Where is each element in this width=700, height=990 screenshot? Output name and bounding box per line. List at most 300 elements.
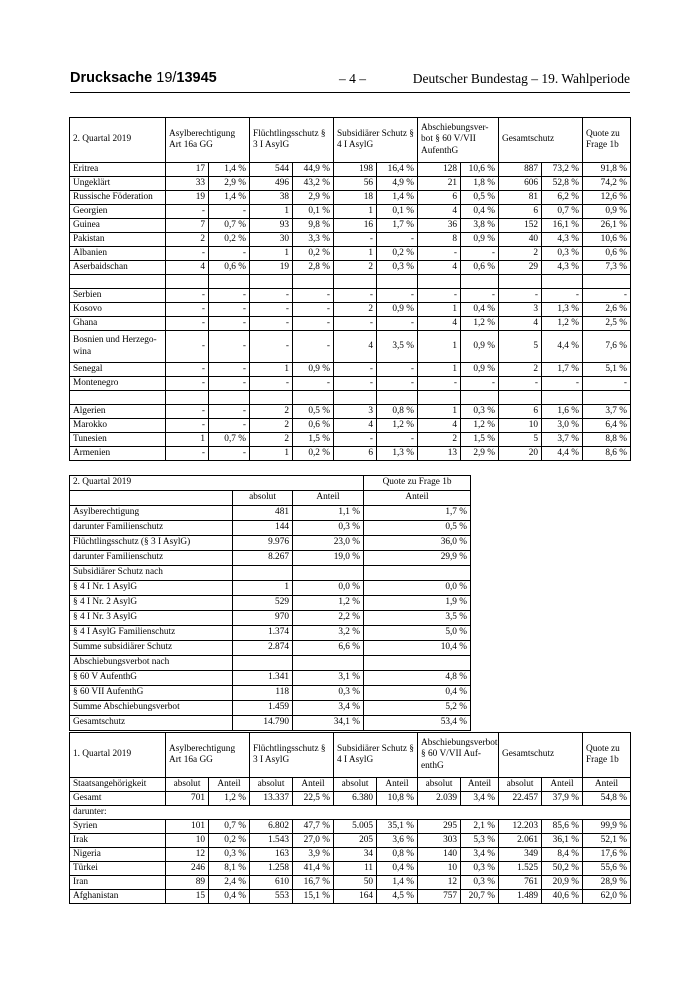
table-header-row [70, 733, 631, 778]
table-cell: - [293, 303, 334, 317]
table-row [70, 219, 631, 233]
header-cell: 2. Quartal 2019 [70, 476, 364, 491]
table-cell: 544 [250, 163, 293, 177]
table-cell: Irak [70, 834, 166, 848]
table-cell: - [377, 363, 418, 377]
table-cell: absolut [250, 778, 293, 792]
table-cell: - [209, 447, 250, 461]
table-cell: 50 [334, 876, 377, 890]
table-cell: 1 [233, 581, 293, 596]
table-cell: 163 [250, 848, 293, 862]
table-cell: Serbien [70, 289, 166, 303]
total-row [70, 792, 631, 806]
table-cell: Subsidiärer Schutz nach [70, 566, 233, 581]
table-cell: - [166, 405, 209, 419]
table-cell: 761 [499, 876, 542, 890]
table-cell: Ghana [70, 317, 166, 331]
table-cell: Anteil [377, 778, 418, 792]
table-cell [209, 275, 250, 289]
table-cell: 1 [418, 331, 461, 363]
table-cell: Montenegro [70, 377, 166, 391]
table-cell [166, 391, 209, 405]
table-cell: 0,4 % [209, 890, 250, 904]
table-cell: Gesamt [70, 792, 166, 806]
table-row [70, 641, 471, 656]
table-cell: 4,8 % [364, 671, 471, 686]
table-cell: 54,8 % [583, 792, 631, 806]
table-cell: - [293, 317, 334, 331]
table-row [70, 289, 631, 303]
table-row [70, 405, 631, 419]
table-cell: Syrien [70, 820, 166, 834]
table-cell: - [209, 303, 250, 317]
table-cell: 2 [334, 261, 377, 275]
table-row [70, 331, 631, 363]
table-cell: 1 [250, 247, 293, 261]
table-cell: 0,4 % [364, 686, 471, 701]
table-cell: § 4 I Nr. 1 AsylG [70, 581, 233, 596]
table-cell: - [166, 447, 209, 461]
table-cell: - [377, 233, 418, 247]
table-cell: 3,4 % [293, 701, 364, 716]
table-cell [233, 566, 293, 581]
table-cell: 0,9 % [583, 205, 631, 219]
table-cell: - [377, 377, 418, 391]
table-cell: 529 [233, 596, 293, 611]
table-cell: 2,4 % [209, 876, 250, 890]
table-cell: 2.874 [233, 641, 293, 656]
table-cell: 1 [418, 303, 461, 317]
page-header [70, 70, 630, 93]
header-cell [70, 491, 233, 506]
table-cell: 1 [418, 405, 461, 419]
table-cell: - [334, 317, 377, 331]
table-cell: 7 [166, 219, 209, 233]
table-cell: 5.005 [334, 820, 377, 834]
table-cell: 30 [250, 233, 293, 247]
table-cell: 10,6 % [583, 233, 631, 247]
table-cell: 1,7 % [377, 219, 418, 233]
table-cell: - [250, 289, 293, 303]
table-row [70, 701, 471, 716]
table-cell: 4 [334, 331, 377, 363]
table-cell: 2 [250, 419, 293, 433]
table-row [70, 862, 631, 876]
table-cell: 52,1 % [583, 834, 631, 848]
table-q1-countries [69, 732, 631, 904]
table-cell: 6 [418, 191, 461, 205]
table-cell: Türkei [70, 862, 166, 876]
table-cell: 1.374 [233, 626, 293, 641]
table-cell [334, 275, 377, 289]
table-cell: Anteil [583, 778, 631, 792]
table-cell: 22.457 [499, 792, 542, 806]
table-header-row [70, 476, 471, 491]
table-cell: 0,6 % [209, 261, 250, 275]
spacer-row [70, 391, 631, 405]
table-cell: absolut [499, 778, 542, 792]
table-cell: 2,1 % [461, 820, 499, 834]
table-cell: - [377, 289, 418, 303]
table-cell: 3,4 % [461, 792, 499, 806]
table-cell: 3,7 % [542, 433, 583, 447]
bundestag-period: Deutscher Bundestag – 19. Wahlperiode [412, 71, 630, 86]
table-cell: 701 [166, 792, 209, 806]
page-number: – 4 – [339, 71, 366, 86]
table-q2-countries [69, 117, 631, 461]
table-cell: - [166, 289, 209, 303]
table-body [70, 163, 631, 461]
table-cell: - [209, 331, 250, 363]
table-cell: - [209, 247, 250, 261]
table-cell: - [418, 247, 461, 261]
table-cell: 0,8 % [377, 405, 418, 419]
table-cell: 5,3 % [461, 834, 499, 848]
table-cell: Aserbaidschan [70, 261, 166, 275]
table-cell: 0,9 % [461, 331, 499, 363]
table-cell: 1,4 % [209, 191, 250, 205]
table-cell: 50,2 % [542, 862, 583, 876]
table-cell: absolut [334, 778, 377, 792]
table-cell: 34 [334, 848, 377, 862]
table-cell: 0,0 % [293, 581, 364, 596]
table-cell: darunter Familienschutz [70, 521, 233, 536]
table-cell: 3,5 % [364, 611, 471, 626]
table-cell: 6 [334, 447, 377, 461]
table-cell: 118 [233, 686, 293, 701]
table-cell: 3,7 % [583, 405, 631, 419]
table-cell: 15,1 % [293, 890, 334, 904]
table-cell: - [209, 377, 250, 391]
table-cell: 2.039 [418, 792, 461, 806]
table-cell: 10,8 % [377, 792, 418, 806]
table-cell [377, 275, 418, 289]
table-cell: 610 [250, 876, 293, 890]
table-cell: Eritrea [70, 163, 166, 177]
table-cell: 1.341 [233, 671, 293, 686]
table-cell: 73,2 % [542, 163, 583, 177]
table-row [70, 377, 631, 391]
darunter-row [70, 806, 631, 820]
table-cell: - [209, 289, 250, 303]
table-cell: 2,5 % [583, 317, 631, 331]
table-cell: 0,5 % [461, 191, 499, 205]
table-row [70, 834, 631, 848]
table-cell: 2,2 % [293, 611, 364, 626]
table-cell: - [166, 331, 209, 363]
table-cell: 3,9 % [293, 848, 334, 862]
table-cell: 4,5 % [377, 890, 418, 904]
table-row [70, 247, 631, 261]
table-cell: 44,9 % [293, 163, 334, 177]
table-cell: 3,3 % [293, 233, 334, 247]
table-row [70, 820, 631, 834]
table-header-row [70, 118, 631, 163]
table-cell: 0,0 % [364, 581, 471, 596]
table-cell: 33 [166, 177, 209, 191]
table-cell: Gesamtschutz [70, 716, 233, 731]
table-cell: 4 [418, 205, 461, 219]
table-cell: § 60 VII AufenthG [70, 686, 233, 701]
table-cell: - [461, 377, 499, 391]
table-cell: 0,3 % [542, 247, 583, 261]
table-cell: 5 [499, 331, 542, 363]
table-row [70, 205, 631, 219]
table-cell: Anteil [293, 778, 334, 792]
table-cell: 17,6 % [583, 848, 631, 862]
table-cell: - [209, 419, 250, 433]
table-cell [293, 656, 364, 671]
table-cell: 4,4 % [542, 331, 583, 363]
table-cell: 3,4 % [461, 848, 499, 862]
table-cell: 36,0 % [364, 536, 471, 551]
table-cell: 8,1 % [209, 862, 250, 876]
table-cell: 55,6 % [583, 862, 631, 876]
table-body [70, 506, 471, 731]
table-cell: 56 [334, 177, 377, 191]
table-cell: 35,1 % [377, 820, 418, 834]
table-cell: - [334, 363, 377, 377]
header-cell: Subsidiärer Schutz § 4 I AsylG [334, 118, 418, 163]
table-cell: 4 [166, 261, 209, 275]
header-cell: Anteil [293, 491, 364, 506]
table-cell: 606 [499, 177, 542, 191]
header-cell: 2. Quartal 2019 [70, 118, 166, 163]
table-cell: - [334, 377, 377, 391]
table-cell: Staatsangehörigkeit [70, 778, 166, 792]
table-cell: 6,4 % [583, 419, 631, 433]
table-cell: 20,7 % [461, 890, 499, 904]
table-cell: 8,4 % [542, 848, 583, 862]
table-cell: 4,4 % [542, 447, 583, 461]
table-cell: - [250, 377, 293, 391]
table-cell: 2 [334, 303, 377, 317]
table-cell: 74,2 % [583, 177, 631, 191]
table-cell: Senegal [70, 363, 166, 377]
table-cell: 0,9 % [461, 363, 499, 377]
table-cell: 0,9 % [461, 233, 499, 247]
table-cell: 27,0 % [293, 834, 334, 848]
spacer-row [70, 275, 631, 289]
table-cell: 1.543 [250, 834, 293, 848]
table-cell: 14.790 [233, 716, 293, 731]
table-cell [377, 391, 418, 405]
table-cell: Bosnien und Herzego-wina [70, 331, 166, 363]
table-cell: - [209, 363, 250, 377]
header-cell: Asylberechtigung Art 16a GG [166, 118, 250, 163]
table-cell: 20 [499, 447, 542, 461]
table-cell: 7,3 % [583, 261, 631, 275]
table-cell: 198 [334, 163, 377, 177]
table-cell: 7,6 % [583, 331, 631, 363]
table-cell: 41,4 % [293, 862, 334, 876]
table-cell: 4,9 % [377, 177, 418, 191]
table-cell: 36 [418, 219, 461, 233]
table-row [70, 317, 631, 331]
table-cell: 99,9 % [583, 820, 631, 834]
header-cell: Quote zu Frage 1b [583, 733, 631, 778]
table-cell: - [209, 317, 250, 331]
table-cell: 9,8 % [293, 219, 334, 233]
table-cell: 3,5 % [377, 331, 418, 363]
table-row [70, 656, 471, 671]
table-cell: Albanien [70, 247, 166, 261]
table-cell: 6,2 % [542, 191, 583, 205]
table-cell: 29 [499, 261, 542, 275]
table-cell: 3,1 % [293, 671, 364, 686]
table-cell: 2 [250, 405, 293, 419]
table-cell: 1,2 % [209, 792, 250, 806]
table-cell: 0,5 % [364, 521, 471, 536]
table-row [70, 419, 631, 433]
table-cell: 10 [418, 862, 461, 876]
table-row [70, 890, 631, 904]
table-q2-protection-summary [69, 475, 471, 731]
table-cell: - [499, 289, 542, 303]
table-cell: 1,5 % [293, 433, 334, 447]
table-cell: 164 [334, 890, 377, 904]
table-cell: 47,7 % [293, 820, 334, 834]
table-cell [293, 566, 364, 581]
table-cell: 1,2 % [542, 317, 583, 331]
table-cell: 2,6 % [583, 303, 631, 317]
table-cell: 2,9 % [461, 447, 499, 461]
table-cell: 1 [250, 363, 293, 377]
table-cell: 887 [499, 163, 542, 177]
table-row [70, 566, 471, 581]
table-cell: 10 [166, 834, 209, 848]
table-cell: 40,6 % [542, 890, 583, 904]
table-cell: 0,4 % [461, 205, 499, 219]
table-cell: 0,4 % [377, 862, 418, 876]
table-cell: 1,5 % [461, 433, 499, 447]
table-cell: 43,2 % [293, 177, 334, 191]
table-cell: darunter: [70, 806, 631, 820]
table-cell: 13 [418, 447, 461, 461]
table-cell: 1.459 [233, 701, 293, 716]
table-cell: - [542, 289, 583, 303]
table-cell: Armenien [70, 447, 166, 461]
table-cell: absolut [166, 778, 209, 792]
table-row [70, 848, 631, 862]
table-cell: Summe subsidiärer Schutz [70, 641, 233, 656]
table-cell: 53,4 % [364, 716, 471, 731]
table-cell: 0,2 % [293, 447, 334, 461]
table-cell: Tunesien [70, 433, 166, 447]
table-cell: Algerien [70, 405, 166, 419]
table-row [70, 611, 471, 626]
table-cell: - [250, 331, 293, 363]
table-cell: 5,1 % [583, 363, 631, 377]
table-cell: Afghanistan [70, 890, 166, 904]
table-cell: 40 [499, 233, 542, 247]
table-cell: 2,9 % [293, 191, 334, 205]
table-cell: 9.976 [233, 536, 293, 551]
header-cell: Subsidiärer Schutz § 4 I AsylG [334, 733, 418, 778]
table-cell: § 60 V AufenthG [70, 671, 233, 686]
table-cell [70, 275, 166, 289]
table-cell: 5,0 % [364, 626, 471, 641]
table-cell: 101 [166, 820, 209, 834]
table-cell: § 4 I Nr. 3 AsylG [70, 611, 233, 626]
table-cell: 152 [499, 219, 542, 233]
table-cell: 0,3 % [461, 405, 499, 419]
table-cell: 36,1 % [542, 834, 583, 848]
table-cell [461, 275, 499, 289]
table-row [70, 191, 631, 205]
table-cell: 0,3 % [461, 876, 499, 890]
table-cell: 26,1 % [583, 219, 631, 233]
table-cell: 3,2 % [293, 626, 364, 641]
table-cell: 303 [418, 834, 461, 848]
table-cell: - [250, 303, 293, 317]
table-cell: Nigeria [70, 848, 166, 862]
table-subheader-row [70, 778, 631, 792]
table-row [70, 506, 471, 521]
table-cell: 8,6 % [583, 447, 631, 461]
table-subheader-row [70, 491, 471, 506]
table-cell: Ungeklärt [70, 177, 166, 191]
table-cell: 1,4 % [377, 191, 418, 205]
table-row [70, 626, 471, 641]
table-row [70, 233, 631, 247]
table-cell: 8 [418, 233, 461, 247]
table-cell: 1.258 [250, 862, 293, 876]
table-cell: 1 [334, 247, 377, 261]
table-cell: - [293, 331, 334, 363]
header-cell: Quote zu Frage 1b [583, 118, 631, 163]
table-cell: 1,2 % [377, 419, 418, 433]
table-cell: 16,1 % [542, 219, 583, 233]
table-cell: - [293, 377, 334, 391]
table-cell: 6 [499, 405, 542, 419]
table-cell: 2,9 % [209, 177, 250, 191]
table-cell: 0,4 % [461, 303, 499, 317]
table-cell: Anteil [542, 778, 583, 792]
table-cell: 1,2 % [461, 317, 499, 331]
table-row [70, 536, 471, 551]
table-cell: 1,2 % [293, 596, 364, 611]
table-cell: - [334, 433, 377, 447]
table-cell: Summe Abschiebungsverbot [70, 701, 233, 716]
table-cell: 349 [499, 848, 542, 862]
table-cell: 0,6 % [293, 419, 334, 433]
table-cell: - [209, 405, 250, 419]
table-cell: 18 [334, 191, 377, 205]
table-cell: - [418, 377, 461, 391]
table-cell: 85,6 % [542, 820, 583, 834]
table-cell: 52,8 % [542, 177, 583, 191]
table-cell: 6.802 [250, 820, 293, 834]
table-cell: Pakistan [70, 233, 166, 247]
table-cell [293, 391, 334, 405]
table-cell: 12.203 [499, 820, 542, 834]
table-cell: 0,2 % [377, 247, 418, 261]
table-cell: 13.337 [250, 792, 293, 806]
table-cell: 2 [499, 247, 542, 261]
table-cell: - [461, 289, 499, 303]
table-cell [250, 391, 293, 405]
table-cell: 37,9 % [542, 792, 583, 806]
table-cell [250, 275, 293, 289]
header-cell: Flüchtlingsschutz § 3 I AsylG [250, 733, 334, 778]
table-cell: - [166, 317, 209, 331]
table-cell: - [499, 377, 542, 391]
table-cell: 81 [499, 191, 542, 205]
table-cell: 1,8 % [461, 177, 499, 191]
table-cell: 3,6 % [377, 834, 418, 848]
table-cell: 1,3 % [377, 447, 418, 461]
